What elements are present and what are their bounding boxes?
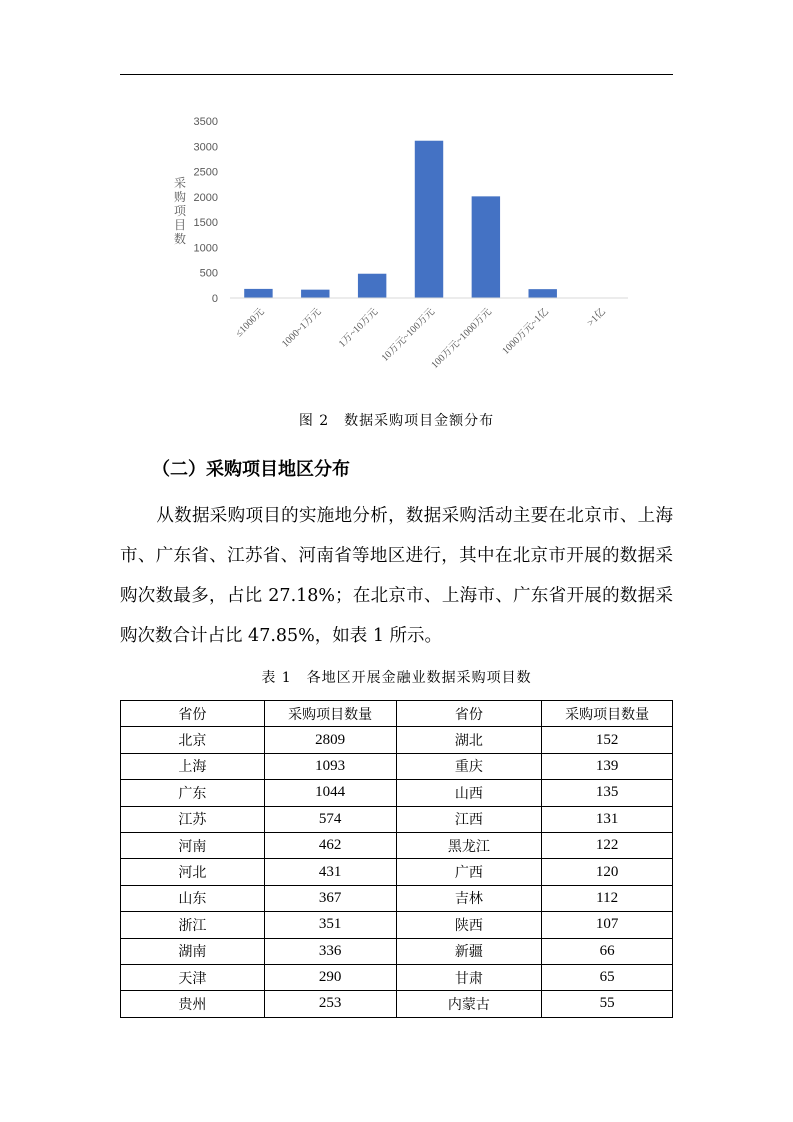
province-cell: 山东 [121,885,265,911]
province-cell: 贵州 [121,991,265,1017]
count-cell: 131 [542,806,673,832]
body-paragraph [120,496,673,656]
y-tick-label: 2000 [193,191,218,204]
header-count-2: 采购项目数量 [542,701,673,727]
province-cell: 河北 [121,859,265,885]
bars [244,141,557,298]
header-count-1: 采购项目数量 [264,701,396,727]
province-cell: 江苏 [121,806,265,832]
x-tick-label: 1万~10万元 [336,306,381,350]
province-cell: 广西 [396,859,542,885]
table-row [121,806,673,832]
province-cell: 重庆 [396,753,542,779]
y-axis-ticks [194,116,218,305]
bar [529,289,557,298]
count-cell: 65 [542,964,673,990]
bar [301,290,329,298]
province-cell: 江西 [396,806,542,832]
count-cell: 120 [542,859,673,885]
province-cell: 广东 [121,780,265,806]
count-cell: 135 [542,780,673,806]
bar-chart [160,105,640,405]
table-row [121,938,673,964]
count-cell: 574 [264,806,396,832]
count-cell: 139 [542,753,673,779]
count-cell: 1093 [264,753,396,779]
province-cell: 湖北 [396,727,542,753]
y-axis-label: 采购项目数 [173,176,187,246]
province-cell: 上海 [121,753,265,779]
x-tick-label: ≤1000元 [233,306,267,340]
province-cell: 甘肃 [396,964,542,990]
table-row [121,964,673,990]
count-cell: 351 [264,912,396,938]
province-cell: 吉林 [396,885,542,911]
count-cell: 253 [264,991,396,1017]
header-province-2: 省份 [396,701,542,727]
count-cell: 462 [264,832,396,858]
count-cell: 367 [264,885,396,911]
province-cell: 北京 [121,727,265,753]
table-row [121,780,673,806]
table-row [121,832,673,858]
table-row [121,885,673,911]
province-cell: 山西 [396,780,542,806]
x-tick-label: >1亿 [585,306,608,329]
section-heading: （二）采购项目地区分布 [152,459,350,480]
x-axis-ticks [233,305,608,371]
x-tick-label: 1000~1万元 [279,306,324,350]
y-tick-label: 0 [211,293,218,305]
province-cell: 天津 [121,964,265,990]
count-cell: 431 [264,859,396,885]
province-cell: 浙江 [121,912,265,938]
x-tick-label: 10万元~100万元 [379,306,438,364]
figure-caption: 图 2 数据采购项目金额分布 [298,413,495,429]
province-cell: 陕西 [396,912,542,938]
province-cell: 黑龙江 [396,832,542,858]
y-tick-label: 500 [199,267,218,280]
count-cell: 66 [542,938,673,964]
y-tick-label: 3000 [193,141,218,154]
header-province-1: 省份 [121,701,265,727]
table-caption: 表 1 各地区开展金融业数据采购项目数 [261,670,532,686]
province-cell: 河南 [121,832,265,858]
count-cell: 55 [542,991,673,1017]
province-cell: 新疆 [396,938,542,964]
count-cell: 336 [264,938,396,964]
y-tick-label: 1500 [193,217,218,230]
count-cell: 112 [542,885,673,911]
y-tick-label: 2500 [193,166,218,179]
region-table [120,700,673,1018]
x-tick-label: 1000万元~1亿 [500,306,551,357]
bar [358,274,386,298]
y-tick-label: 1000 [193,242,218,255]
province-cell: 湖南 [121,938,265,964]
x-tick-label: 100万元~1000万元 [429,306,494,371]
bar [415,141,443,298]
count-cell: 107 [542,912,673,938]
count-cell: 290 [264,964,396,990]
y-tick-label: 3500 [193,116,218,128]
count-cell: 122 [542,832,673,858]
paragraph-text: 从数据采购项目的实施地分析，数据采购活动主要在北京市、上海市、广东省、江苏省、河南省等地区进行，其中在北京市开展的数据采购次数最多，占比 27.18%；在北京市、上海市、广东省开展的数据采购次数合计占比 47.85%，如表 1 所示。 [120,506,673,646]
province-cell: 内蒙古 [396,991,542,1017]
bar [244,289,272,298]
count-cell: 1044 [264,780,396,806]
table-row [121,859,673,885]
table-body [121,727,673,1017]
table-row [121,753,673,779]
table-row [121,727,673,753]
bar [472,196,500,298]
count-cell: 2809 [264,727,396,753]
table-row [121,912,673,938]
table-header-row [121,701,673,727]
header-rule [120,74,673,75]
table-row [121,991,673,1017]
count-cell: 152 [542,727,673,753]
